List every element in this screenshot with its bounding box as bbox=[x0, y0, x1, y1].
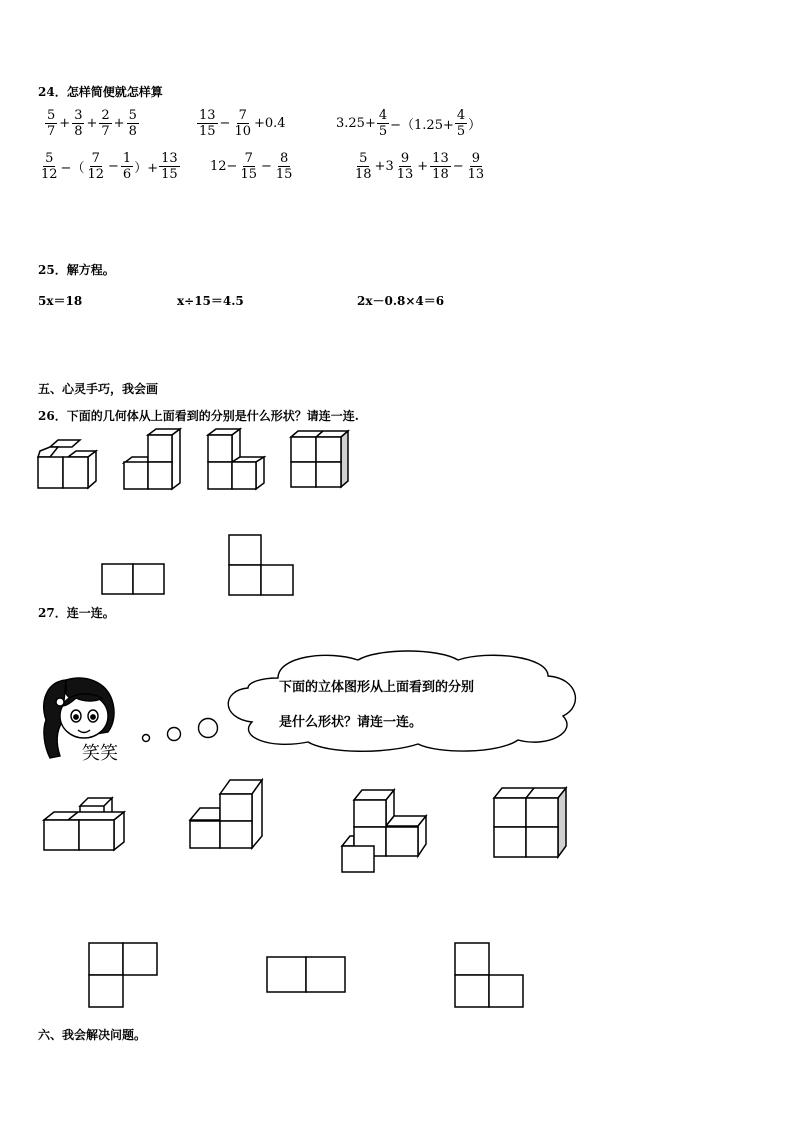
q26-solid-2[interactable] bbox=[118, 425, 188, 495]
section-6-heading: 六、我会解决问题。 bbox=[38, 1028, 147, 1042]
q25-equation-3: 2x－0.8×4＝6 bbox=[357, 294, 445, 308]
q27-solid-1[interactable] bbox=[40, 790, 130, 858]
q24-expr-1: $\frac{5}{7}$ + $\frac{3}{8}$ + $\frac{2}{7}$ + $\frac{5}{8}$ bbox=[47, 108, 137, 139]
q24-expr-6: $\frac{5}{18}$ +3 $\frac{9}{13}$ + $\frac{13}{18}$ − $\frac{9}{13}$ bbox=[355, 151, 485, 182]
q27-solid-2[interactable] bbox=[184, 774, 266, 854]
q27-solid-4[interactable] bbox=[488, 784, 572, 862]
cloud-text-line-1: 下面的立体图形从上面看到的分别 bbox=[279, 680, 475, 695]
q27-title: 27．连一连。 bbox=[38, 606, 115, 620]
q25-title: 25．解方程。 bbox=[38, 263, 115, 277]
thought-bubbles bbox=[138, 712, 228, 752]
q26-solid-4[interactable] bbox=[286, 425, 356, 495]
q26-solid-3[interactable] bbox=[200, 425, 280, 495]
q24-expr-3: 3.25+ $\frac{4}{5}$ −（1.25+ $\frac{4}{5}$ ） bbox=[336, 108, 482, 139]
q27-top-view-1[interactable] bbox=[86, 940, 160, 1010]
q26-top-view-1[interactable] bbox=[100, 560, 170, 600]
q25-equation-1: 5x＝18 bbox=[38, 294, 83, 308]
q24-expr-4: $\frac{5}{12}$ −（ $\frac{7}{12}$ − $\frac{1}{6}$ ）+ $\frac{13}{15}$ bbox=[41, 151, 178, 182]
q26-top-view-2[interactable] bbox=[226, 532, 298, 598]
cloud-text-line-2: 是什么形状？请连一连。 bbox=[279, 715, 423, 730]
speech-cloud bbox=[218, 648, 584, 754]
q24-title: 24．怎样简便就怎样算 bbox=[38, 85, 163, 99]
q24-expr-5: 12− $\frac{7}{15}$ − $\frac{8}{15}$ bbox=[210, 151, 293, 182]
q24-expr-2: $\frac{13}{15}$ − $\frac{7}{10}$ +0.4 bbox=[199, 108, 286, 139]
q26-title: 26．下面的几何体从上面看到的分别是什么形状？请连一连. bbox=[38, 409, 359, 423]
q25-equation-2: x÷15＝4.5 bbox=[177, 294, 244, 308]
q27-top-view-2[interactable] bbox=[264, 954, 348, 996]
girl-name-label: 笑笑 bbox=[82, 743, 118, 764]
q27-top-view-3[interactable] bbox=[452, 940, 526, 1010]
q26-solid-1[interactable] bbox=[30, 425, 110, 495]
q27-solid-3[interactable] bbox=[336, 786, 432, 878]
section-5-heading: 五、心灵手巧，我会画 bbox=[38, 382, 159, 396]
